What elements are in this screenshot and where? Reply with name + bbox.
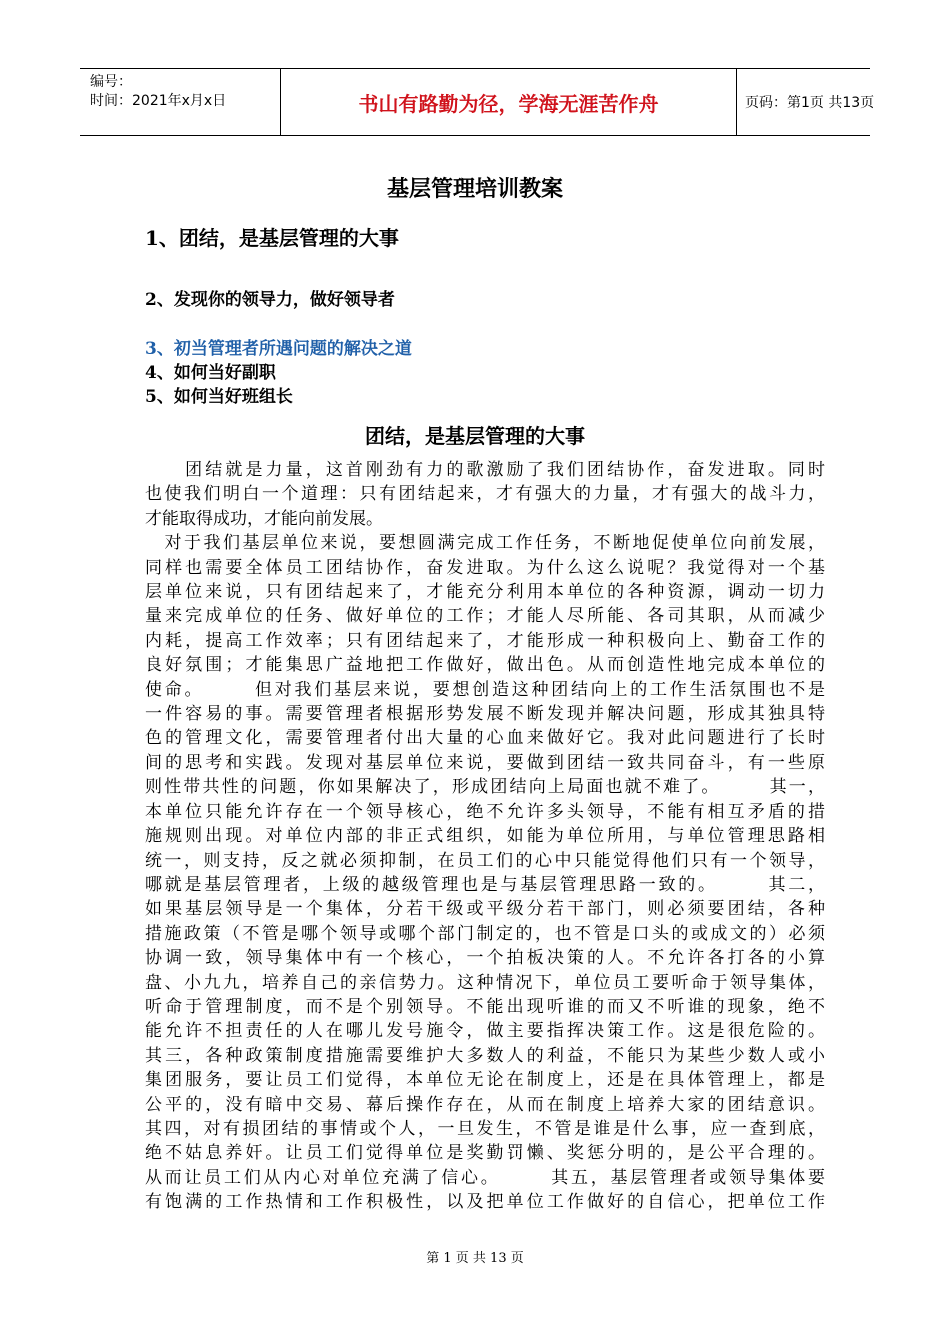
section-title: 团结，是基层管理的大事 xyxy=(365,424,585,448)
body-line: 间的思考和实践。发现对基层单位来说，要做到团结一致共同奋斗，有一些原 xyxy=(145,752,825,773)
body-line: 色的管理文化，需要管理者付出大量的心血来做好它。我对此问题进行了长时 xyxy=(145,728,825,749)
body-line: 协调一致，领导集体中有一个核心，一个拍板决策的人。不允许各打各的小算 xyxy=(145,948,825,969)
body-line: 量来完成单位的任务、做好单位的工作；才能人尽所能、各司其职，从而减少 xyxy=(145,606,825,627)
body-line: 有饱满的工作热情和工作积极性，以及把单位工作做好的自信心，把单位工作 xyxy=(145,1192,825,1213)
body-line: 从而让员工们从内心对单位充满了信心。 其五，基层管理者或领导集体要 xyxy=(145,1167,825,1188)
body-line: 盘、小九九，培养自己的亲信势力。这种情况下，单位员工要听命于领导集体， xyxy=(145,972,825,993)
body-line: 内耗，提高工作效率；只有团结起来了，才能形成一种积极向上、勤奋工作的 xyxy=(145,630,825,651)
body-line: 则性带共性的问题，你如果解决了，形成团结向上局面也就不难了。 其一， xyxy=(145,777,825,798)
body-line: 一件容易的事。需要管理者根据形势发展不断发现并解决问题，形成其独具特 xyxy=(145,704,825,725)
body-line: 统一，则支持，反之就必须抑制，在员工们的心中只能觉得他们只有一个领导， xyxy=(145,850,825,871)
body-text xyxy=(145,458,825,1215)
number-label: 编号： xyxy=(90,74,132,90)
body-line: 如果基层领导是一个集体，分若干级或平级分若干部门，则必须要团结，各种 xyxy=(145,899,825,920)
body-line: 施规则出现。对单位内部的非正式组织，如能为单位所用，与单位管理思路相 xyxy=(145,826,825,847)
body-line: 措施政策（不管是哪个领导或哪个部门制定的，也不管是口头的或成文的）必须 xyxy=(145,923,825,944)
body-line: 才能取得成功，才能向前发展。 xyxy=(145,508,383,529)
toc-item: 2、发现你的领导力，做好领导者 xyxy=(145,290,395,310)
body-line: 层单位来说，只有团结起来了，才能充分利用本单位的各种资源，调动一切力 xyxy=(145,582,825,603)
toc-item: 4、如何当好副职 xyxy=(145,363,276,383)
body-line: 本单位只能允许存在一个领导核心，绝不允许多头领导，不能有相互矛盾的措 xyxy=(145,801,825,822)
toc-item: 1、团结，是基层管理的大事 xyxy=(145,226,399,250)
body-line: 绝不姑息养奸。让员工们觉得单位是奖勤罚懒、奖惩分明的，是公平合理的。 xyxy=(145,1143,825,1164)
body-line: 同样也需要全体员工团结协作，奋发进取。为什么这么说呢？我觉得对一个基 xyxy=(145,557,825,578)
toc-item: 5、如何当好班组长 xyxy=(145,387,293,407)
body-line: 对于我们基层单位来说，要想圆满完成工作任务，不断地促使单位向前发展， xyxy=(145,533,825,554)
document-title: 基层管理培训教案 xyxy=(386,176,563,202)
header-motto: 书山有路勤为径，学海无涯苦作舟 xyxy=(280,69,737,135)
body-line: 哪就是基层管理者，上级的越级管理也是与基层管理思路一致的。 其二， xyxy=(145,874,825,895)
body-line: 其四，对有损团结的事情或个人，一旦发生，不管是谁是什么事，应一查到底， xyxy=(145,1118,825,1139)
body-line: 其三，各种政策制度措施需要维护大多数人的利益，不能只为某些少数人或小 xyxy=(145,1045,825,1066)
body-line: 也使我们明白一个道理：只有团结起来，才有强大的力量，才有强大的战斗力， xyxy=(145,484,825,505)
header-meta xyxy=(80,69,280,135)
body-line: 能允许不担责任的人在哪儿发号施令，做主要指挥决策工作。这是很危险的。 xyxy=(145,1021,825,1042)
body-line: 良好氛围；才能集思广益地把工作做好，做出色。从而创造性地完成本单位的 xyxy=(145,655,825,676)
time-label: 时间：2021年x月x日 xyxy=(90,93,227,109)
page-header xyxy=(80,68,875,136)
body-line: 团结就是力量，这首刚劲有力的歌激励了我们团结协作，奋发进取。同时 xyxy=(145,460,825,480)
body-line: 听命于管理制度，而不是个别领导。不能出现听谁的而又不听谁的现象，绝不 xyxy=(145,996,825,1017)
body-line: 使命。 但对我们基层来说，要想创造这种团结向上的工作生活氛围也不是 xyxy=(145,679,825,700)
page-footer: 第 1 页 共 13 页 xyxy=(426,1251,524,1266)
body-line: 公平的，没有暗中交易、幕后操作存在，从而在制度上培养大家的团结意识。 xyxy=(145,1094,825,1115)
header-page-info: 页码：第1页 共13页 xyxy=(745,95,875,111)
toc-item-link[interactable]: 3、初当管理者所遇问题的解决之道 xyxy=(145,339,412,359)
body-line: 集团服务，要让员工们觉得，本单位无论在制度上，还是在具体管理上，都是 xyxy=(145,1070,825,1091)
